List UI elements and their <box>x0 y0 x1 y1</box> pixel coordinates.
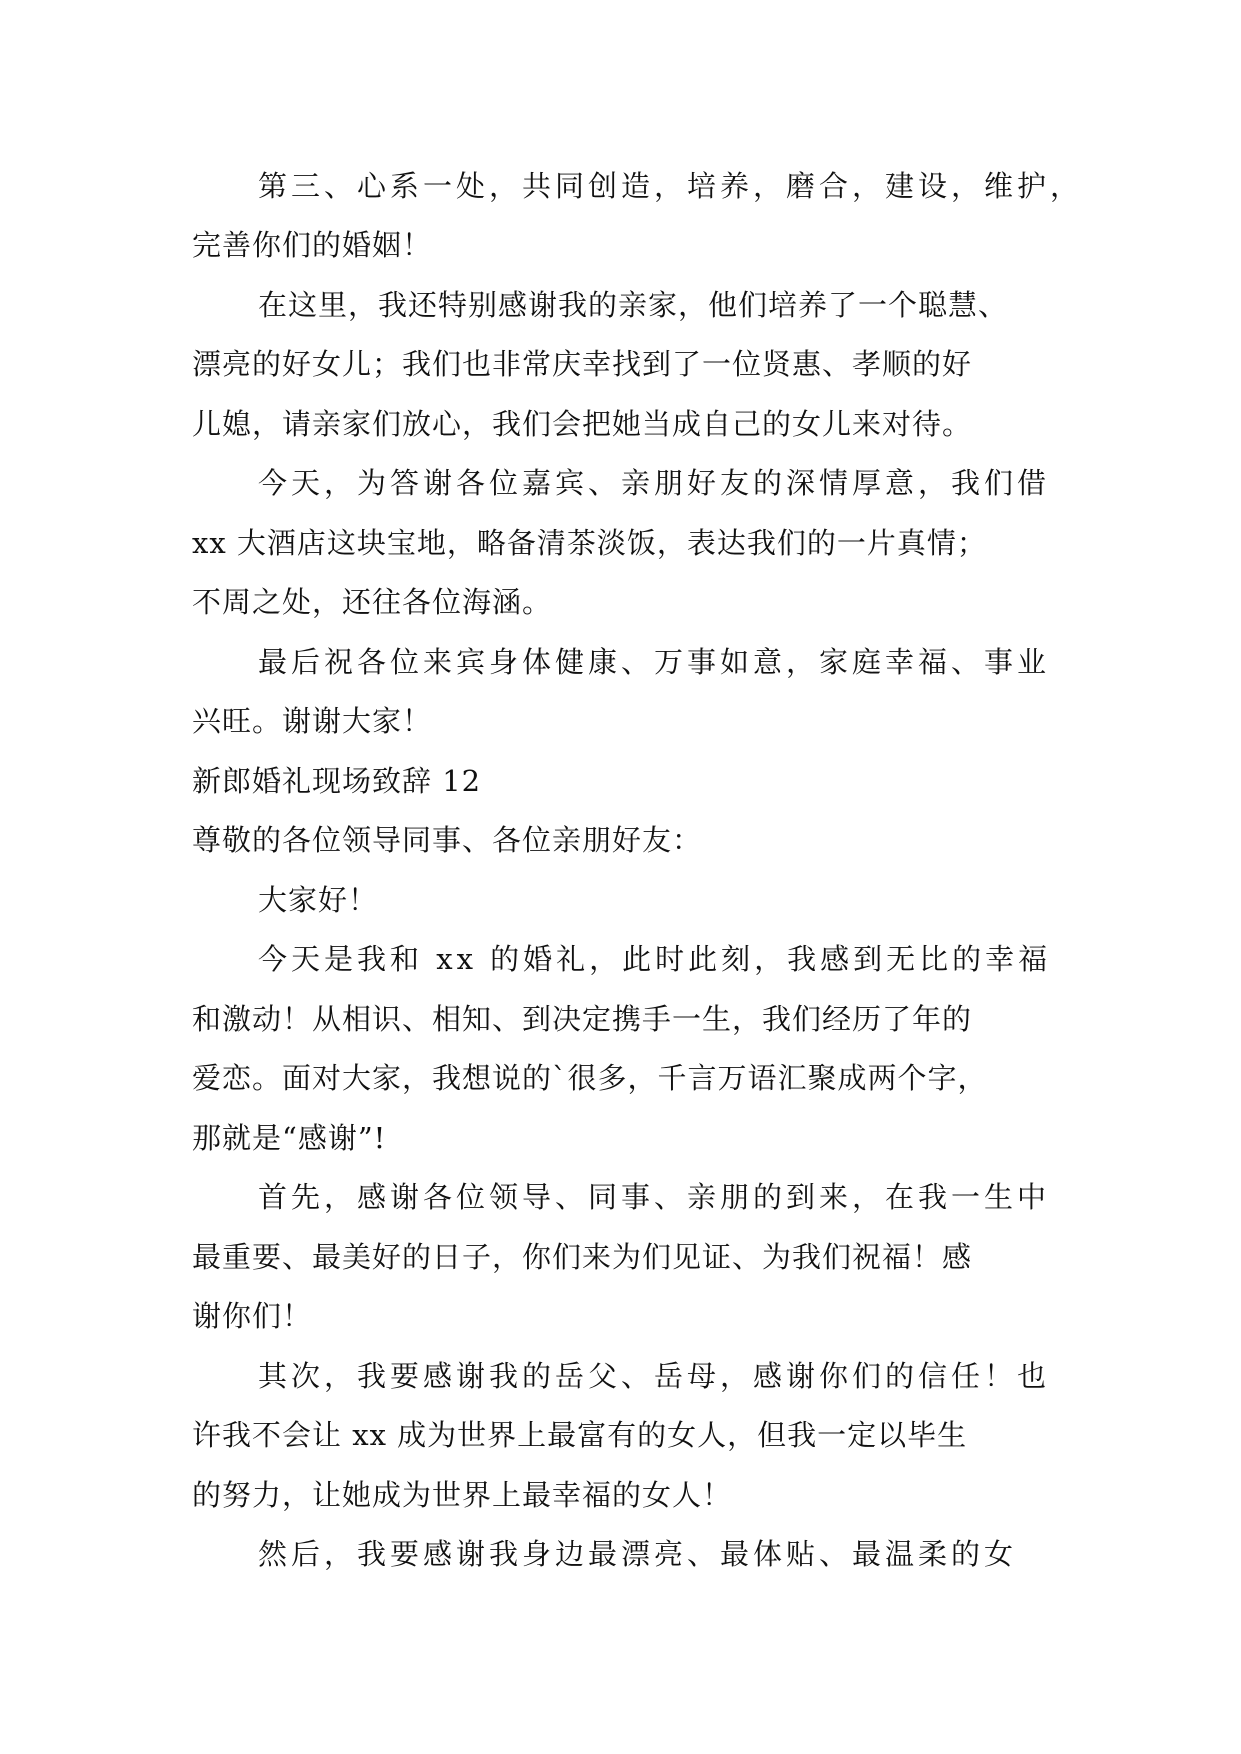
paragraph-line: 和激动！从相识、相知、到决定携手一生，我们经历了年的 <box>192 1002 973 1036</box>
paragraph-line: 完善你们的婚姻！ <box>192 228 433 262</box>
paragraph-line: 今天，为答谢各位嘉宾、亲朋好友的深情厚意，我们借 <box>258 466 1051 500</box>
paragraph-line: 其次，我要感谢我的岳父、岳母，感谢你们的信任！也 <box>258 1359 1051 1393</box>
paragraph-line: 最后祝各位来宾身体健康、万事如意，家庭幸福、事业 <box>258 645 1051 679</box>
salutation: 尊敬的各位领导同事、各位亲朋好友： <box>192 823 703 857</box>
paragraph-line: 兴旺。谢谢大家！ <box>192 704 433 738</box>
paragraph-line: 漂亮的好女儿；我们也非常庆幸找到了一位贤惠、孝顺的好 <box>192 347 973 381</box>
paragraph-line: 第三、心系一处，共同创造，培养，磨合，建设，维护， <box>258 169 1084 203</box>
greeting: 大家好！ <box>258 883 379 917</box>
paragraph-line: 许我不会让 xx 成为世界上最富有的女人，但我一定以毕生 <box>192 1418 968 1452</box>
paragraph-line: 首先，感谢各位领导、同事、亲朋的到来，在我一生中 <box>258 1180 1051 1214</box>
paragraph-line: 在这里，我还特别感谢我的亲家，他们培养了一个聪慧、 <box>258 288 1009 322</box>
paragraph-line: 今天是我和 xx 的婚礼，此时此刻，我感到无比的幸福 <box>258 942 1052 976</box>
paragraph-line: 爱恋。面对大家，我想说的`很多，千言万语汇聚成两个字， <box>192 1061 988 1095</box>
paragraph-line: 儿媳，请亲家们放心，我们会把她当成自己的女儿来对待。 <box>192 407 973 441</box>
paragraph-line: 那就是“感谢”! <box>192 1121 387 1155</box>
paragraph-line: 最重要、最美好的日子，你们来为们见证、为我们祝福！感 <box>192 1240 973 1274</box>
paragraph-line: 的努力，让她成为世界上最幸福的女人！ <box>192 1478 733 1512</box>
paragraph-line: xx 大酒店这块宝地，略备清茶淡饭，表达我们的一片真情； <box>192 526 987 560</box>
section-heading: 新郎婚礼现场致辞 12 <box>192 764 482 798</box>
paragraph-line: 然后，我要感谢我身边最漂亮、最体贴、最温柔的女 <box>258 1537 1018 1571</box>
paragraph-line: 不周之处，还往各位海涵。 <box>192 585 553 619</box>
paragraph-line: 谢你们！ <box>192 1299 313 1333</box>
